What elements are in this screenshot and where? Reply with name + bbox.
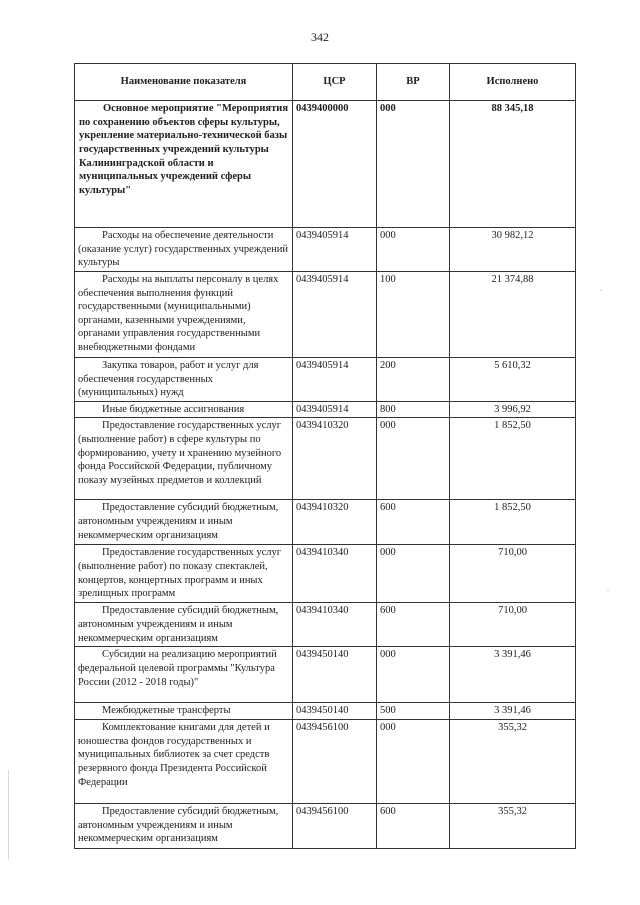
row-vr: 100 xyxy=(377,271,450,357)
row-vr: 200 xyxy=(377,357,450,401)
row-vr: 000 xyxy=(377,545,450,603)
page-number: 342 xyxy=(311,30,329,44)
row-csr: 0439450140 xyxy=(293,703,377,720)
row-name xyxy=(75,703,293,720)
row-amount: 5 610,32 xyxy=(450,357,576,401)
table-header-row xyxy=(75,64,576,101)
scan-artifact xyxy=(8,770,9,860)
table-row xyxy=(75,228,576,272)
row-csr: 0439405914 xyxy=(293,271,377,357)
row-name xyxy=(75,804,293,849)
row-csr: 0439405914 xyxy=(293,357,377,401)
row-csr: 0439405914 xyxy=(293,228,377,272)
row-name-text: Предоставление государственных услуг (выполнение работ) в сфере культуры по формированию, учету и хранению музейного фонда Российской Федерации, публичному показу музейных предметов и коллекций xyxy=(78,420,282,487)
row-name xyxy=(75,357,293,401)
table-row xyxy=(75,401,576,418)
table-row-main xyxy=(75,101,576,228)
row-name xyxy=(75,545,293,603)
row-csr: 0439410320 xyxy=(293,418,377,500)
row-name-text: Комплектование книгами для детей и юношества фондов государственных и муниципальных библиотек за счет средств резервного фонда Президента Российской Федерации xyxy=(78,722,270,788)
row-csr: 0439450140 xyxy=(293,647,377,703)
header-name: Наименование показателя xyxy=(75,64,293,101)
row-csr: 0439410320 xyxy=(293,500,377,545)
header-vr: ВР xyxy=(377,64,450,101)
row-name xyxy=(75,720,293,804)
row-name xyxy=(75,401,293,418)
budget-table xyxy=(74,63,576,849)
row-amount: 3 996,92 xyxy=(450,401,576,418)
row-name xyxy=(75,603,293,647)
row-amount: 3 391,46 xyxy=(450,703,576,720)
row-name-text: Расходы на выплаты персоналу в целях обеспечения выполнения функций государственными (муниципальными) органами, казенными учреждениями, органами управления государственными внебюджетными фондами xyxy=(78,273,279,354)
row-name-text: Предоставление государственных услуг (выполнение работ) по показу спектаклей, концертов, концертных программ и иных зрелищных программ xyxy=(78,547,282,600)
row-name xyxy=(75,647,293,703)
table-row xyxy=(75,357,576,401)
row-vr: 800 xyxy=(377,401,450,418)
row-vr: 000 xyxy=(377,418,450,500)
row-csr: 0439400000 xyxy=(293,101,377,228)
header-amount: Исполнено xyxy=(450,64,576,101)
row-vr: 000 xyxy=(377,101,450,228)
row-amount: 3 391,46 xyxy=(450,647,576,703)
row-name-text: Предоставление субсидий бюджетным, автономным учреждениям и иным некоммерческим организациям xyxy=(78,605,279,644)
row-name-text: Субсидии на реализацию мероприятий федеральной целевой программы "Культура России (2012 - 2018 годы)" xyxy=(78,649,277,688)
row-name xyxy=(75,101,293,228)
table-row xyxy=(75,647,576,703)
row-vr: 000 xyxy=(377,228,450,272)
row-amount: 710,00 xyxy=(450,603,576,647)
row-csr: 0439456100 xyxy=(293,804,377,849)
row-name-text: Предоставление субсидий бюджетным, автономным учреждениям и иным некоммерческим организациям xyxy=(78,806,279,845)
row-vr: 600 xyxy=(377,804,450,849)
row-csr: 0439405914 xyxy=(293,401,377,418)
row-amount: 355,32 xyxy=(450,720,576,804)
row-vr: 600 xyxy=(377,603,450,647)
row-vr: 000 xyxy=(377,720,450,804)
row-name xyxy=(75,228,293,272)
row-vr: 000 xyxy=(377,647,450,703)
row-name xyxy=(75,271,293,357)
table-row xyxy=(75,545,576,603)
row-name-text: Иные бюджетные ассигнования xyxy=(102,403,245,415)
header-csr: ЦСР xyxy=(293,64,377,101)
row-name-text: Закупка товаров, работ и услуг для обеспечения государственных (муниципальных) нужд xyxy=(78,359,259,399)
row-name xyxy=(75,418,293,500)
row-csr: 0439456100 xyxy=(293,720,377,804)
row-name-text: Расходы на обеспечение деятельности (оказание услуг) государственных учреждений культуры xyxy=(78,230,288,269)
row-amount: 1 852,50 xyxy=(450,418,576,500)
table-row xyxy=(75,603,576,647)
row-amount: 30 982,12 xyxy=(450,228,576,272)
scan-artifact xyxy=(600,290,602,291)
row-name xyxy=(75,500,293,545)
row-amount: 1 852,50 xyxy=(450,500,576,545)
row-name-text: Межбюджетные трансферты xyxy=(102,705,231,717)
table-row xyxy=(75,418,576,500)
row-csr: 0439410340 xyxy=(293,545,377,603)
row-amount: 355,32 xyxy=(450,804,576,849)
row-amount: 710,00 xyxy=(450,545,576,603)
table-row xyxy=(75,720,576,804)
table-row xyxy=(75,703,576,720)
row-csr: 0439410340 xyxy=(293,603,377,647)
scan-artifact xyxy=(607,590,609,591)
row-name-text: Основное мероприятие "Мероприятия по сохранению объектов сферы культуры, укрепление материально-технической базы государственных учреждений культуры Калининградской области и муниципальных учреждений сферы культуры" xyxy=(79,103,288,196)
row-amount: 21 374,88 xyxy=(450,271,576,357)
row-name-text: Предоставление субсидий бюджетным, автономным учреждениям и иным некоммерческим организациям xyxy=(78,502,279,541)
row-vr: 600 xyxy=(377,500,450,545)
table-row xyxy=(75,500,576,545)
table-row xyxy=(75,271,576,357)
table-row xyxy=(75,804,576,849)
row-vr: 500 xyxy=(377,703,450,720)
row-amount: 88 345,18 xyxy=(450,101,576,228)
